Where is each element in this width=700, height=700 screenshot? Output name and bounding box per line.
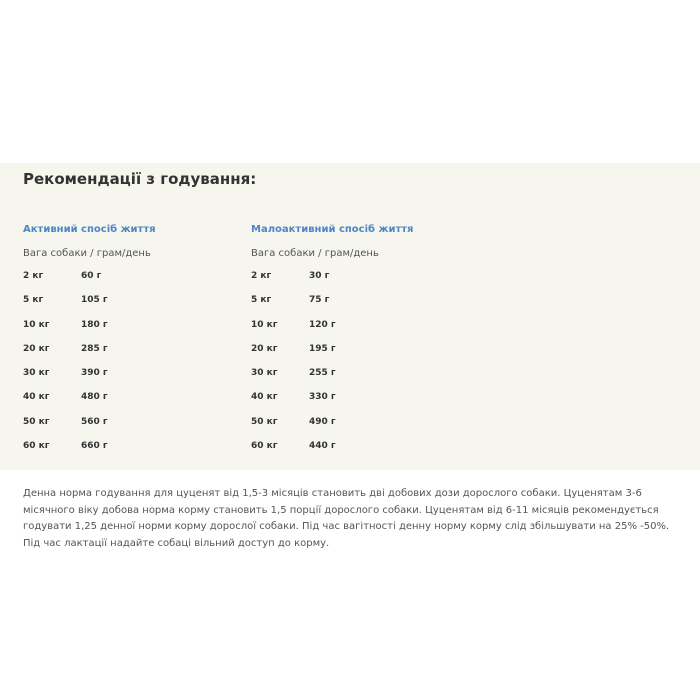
amount-cell: 75 г — [309, 295, 330, 306]
table-row — [23, 270, 156, 294]
active-lifestyle-column — [23, 223, 156, 464]
table-row — [251, 319, 413, 343]
weight-cell: 60 кг — [251, 441, 278, 452]
weight-cell: 40 кг — [23, 392, 50, 403]
active-lifestyle-heading: Активний спосіб життя — [23, 224, 156, 235]
weight-cell: 50 кг — [23, 416, 50, 427]
feeding-recommendations-panel — [0, 163, 700, 470]
amount-cell: 330 г — [309, 392, 336, 403]
amount-cell: 255 г — [309, 368, 336, 379]
amount-cell: 180 г — [81, 319, 108, 330]
amount-cell: 60 г — [81, 271, 102, 281]
table-row — [251, 270, 413, 294]
table-row — [23, 319, 156, 343]
weight-cell: 2 кг — [251, 271, 272, 281]
table-row — [23, 416, 156, 440]
table-row — [23, 343, 156, 367]
active-lifestyle-table — [23, 270, 156, 464]
amount-cell: 120 г — [309, 319, 336, 330]
weight-cell: 20 кг — [251, 343, 278, 354]
weight-cell: 10 кг — [251, 319, 278, 330]
puppy-feeding-description: Денна норма годування для цуценят від 1,5-3 місяців становить дві добових дози дорослого собаки. Цуценятам 3-6 місячного віку добова норма корму становить 1,5 порції дорослого собаки. Цуценятам від 6-11 місяців рекомендується годувати 1,25 денної норми корму дорослої собаки. Під час вагітності денну норму корму слід збільшувати на 25% -50%. Під час лактації надайте собаці вільний доступ до корму. — [23, 488, 670, 549]
amount-cell: 390 г — [81, 368, 108, 379]
low-active-lifestyle-column — [251, 223, 413, 464]
amount-cell: 480 г — [81, 392, 108, 403]
amount-cell: 660 г — [81, 441, 108, 452]
weight-cell: 5 кг — [251, 295, 272, 306]
weight-cell: 30 кг — [23, 368, 50, 379]
table-row — [251, 416, 413, 440]
table-row — [251, 391, 413, 415]
low-active-lifestyle-table — [251, 270, 413, 464]
weight-cell: 20 кг — [23, 343, 50, 354]
weight-cell: 40 кг — [251, 392, 278, 403]
weight-cell: 10 кг — [23, 319, 50, 330]
amount-cell: 440 г — [309, 441, 336, 452]
table-row — [23, 440, 156, 464]
table-row — [23, 367, 156, 391]
weight-cell: 50 кг — [251, 416, 278, 427]
table-row — [251, 294, 413, 318]
weight-cell: 5 кг — [23, 295, 44, 306]
table-row — [23, 391, 156, 415]
amount-cell: 105 г — [81, 295, 108, 306]
amount-cell: 285 г — [81, 343, 108, 354]
low-active-lifestyle-heading: Малоактивний спосіб життя — [251, 224, 414, 235]
weight-cell: 60 кг — [23, 441, 50, 452]
table-row — [251, 343, 413, 367]
table-row — [251, 367, 413, 391]
amount-cell: 30 г — [309, 271, 330, 281]
weight-cell: 2 кг — [23, 271, 44, 281]
low-active-lifestyle-subheading: Вага собаки / грам/день — [251, 248, 379, 259]
panel-title: Рекомендації з годування: — [23, 170, 257, 188]
amount-cell: 490 г — [309, 416, 336, 427]
table-row — [251, 440, 413, 464]
active-lifestyle-subheading: Вага собаки / грам/день — [23, 248, 151, 259]
table-row — [23, 294, 156, 318]
weight-cell: 30 кг — [251, 368, 278, 379]
amount-cell: 560 г — [81, 416, 108, 427]
amount-cell: 195 г — [309, 343, 336, 354]
